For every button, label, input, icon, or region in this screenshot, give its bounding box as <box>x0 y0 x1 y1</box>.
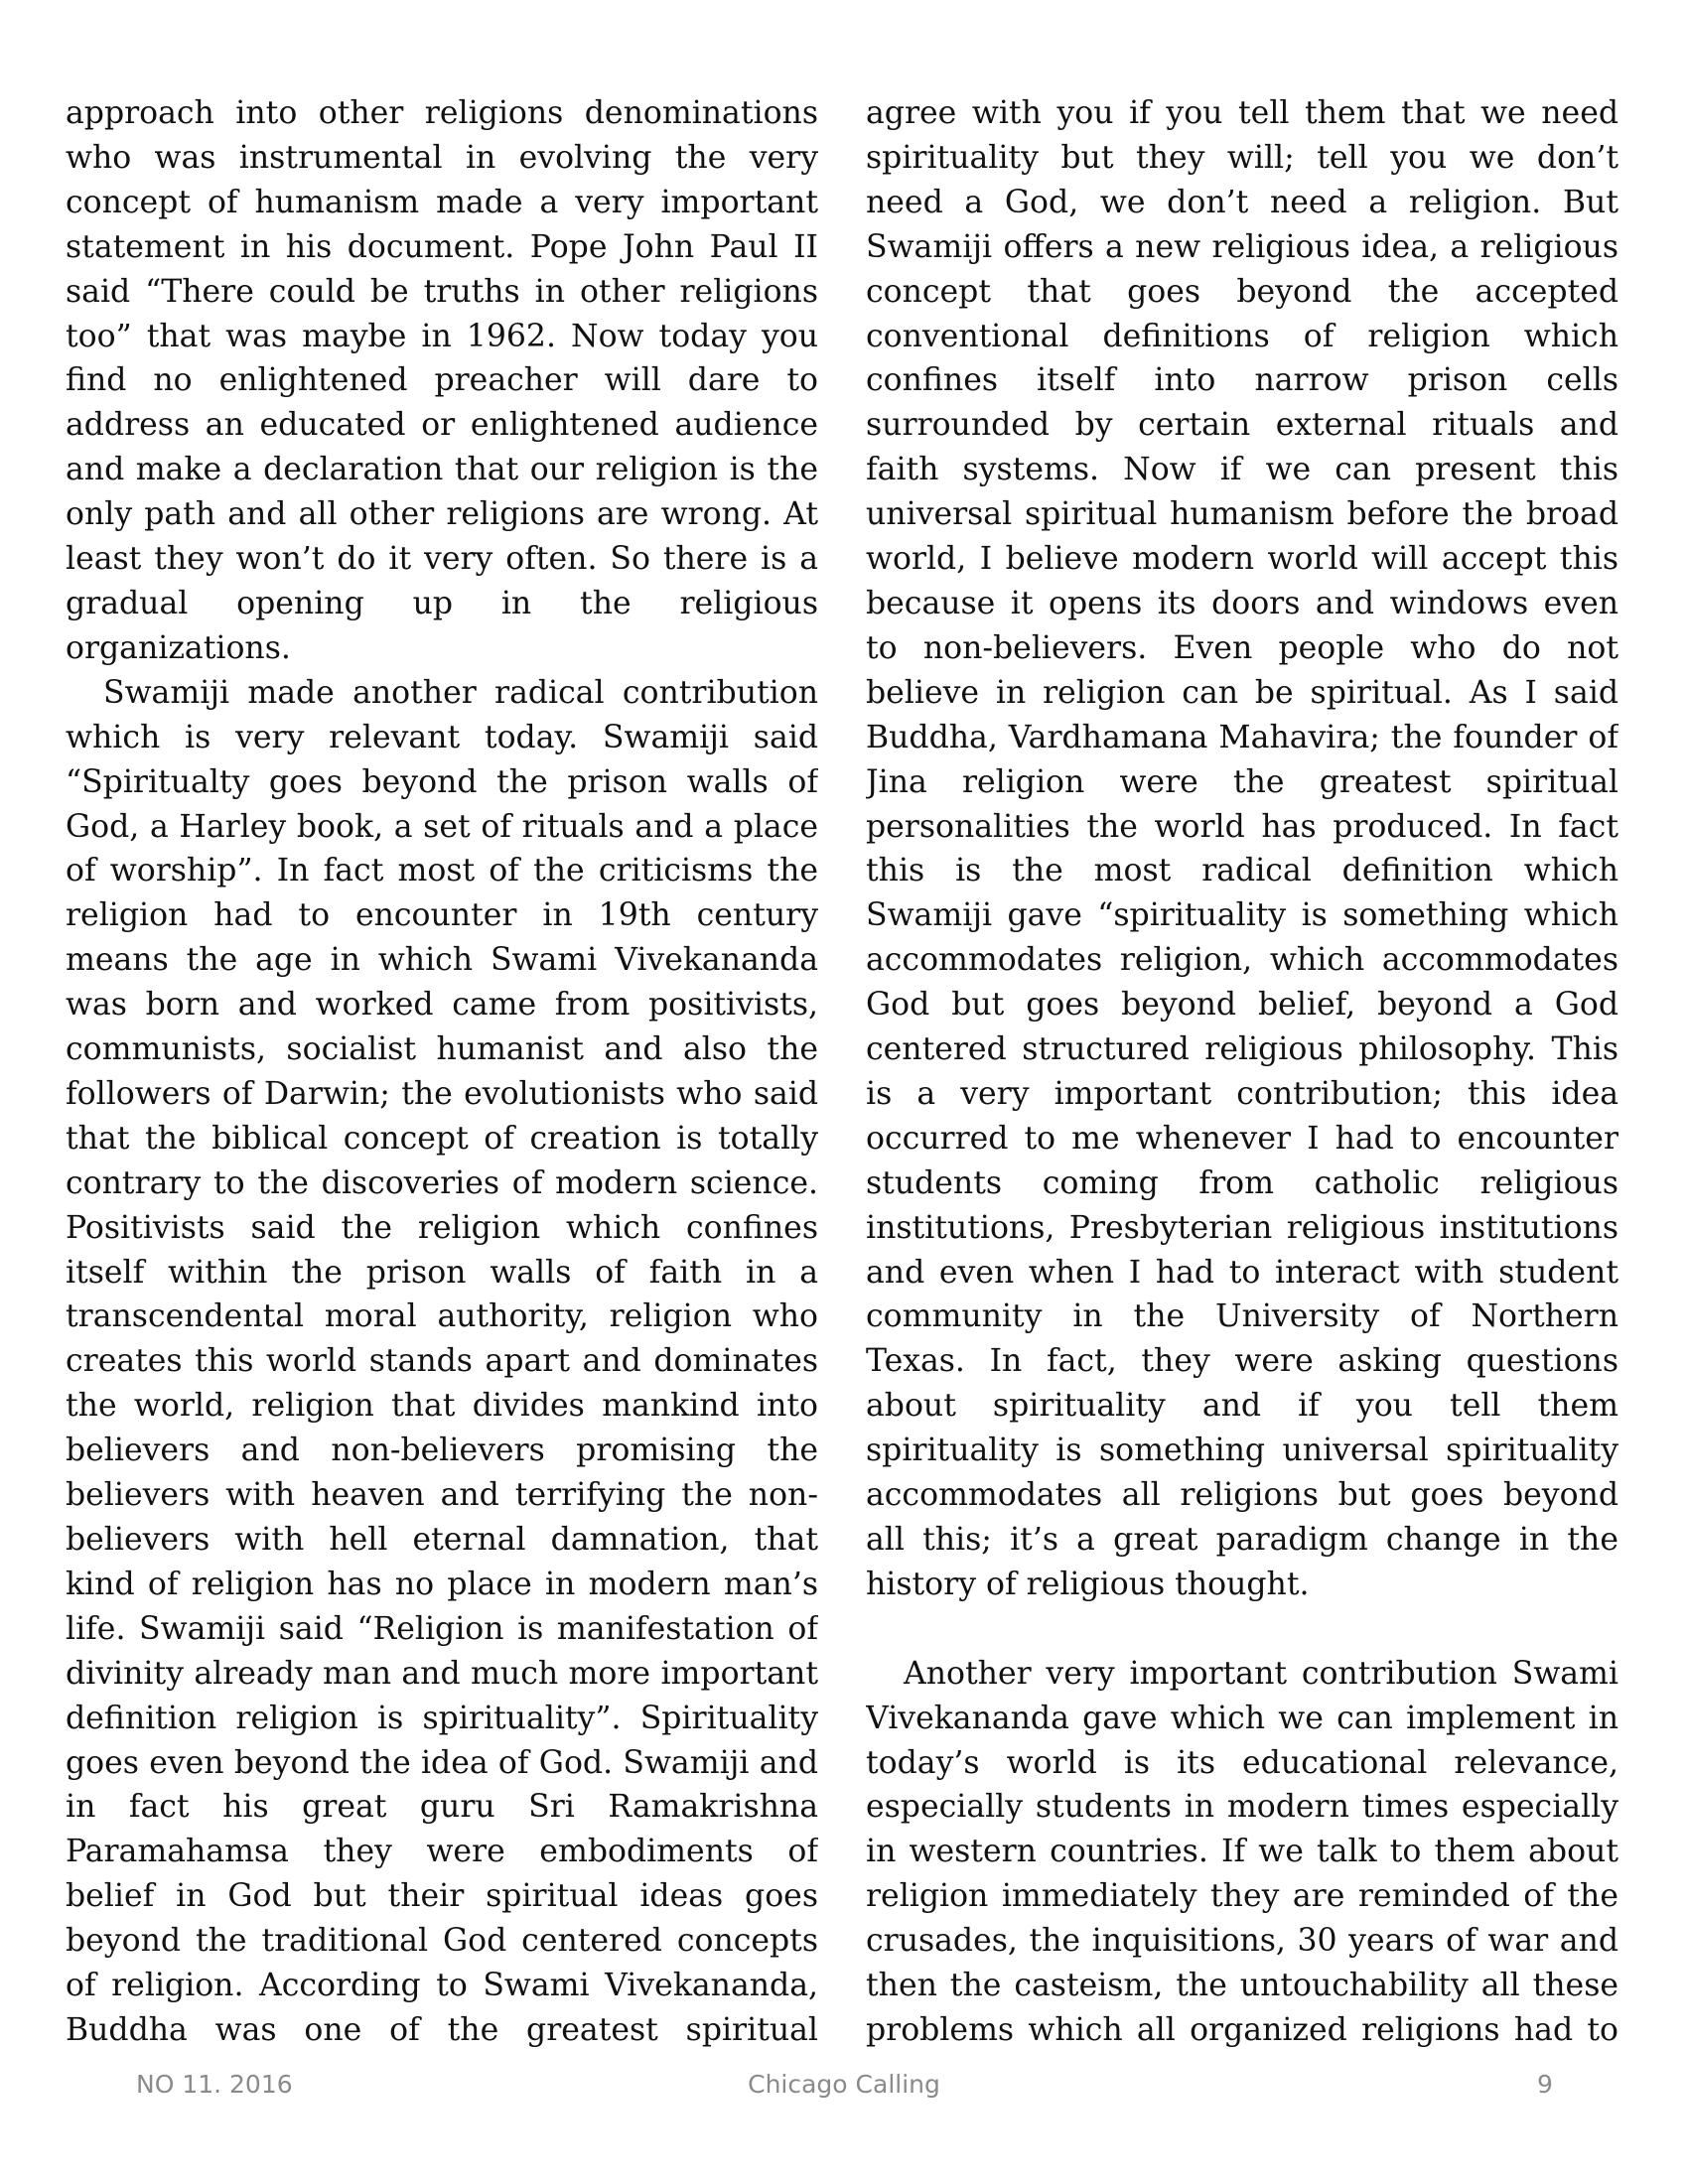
footer-page-number: 9 <box>1537 2070 1553 2099</box>
paragraph-educational-relevance: Another very important contribution Swami Vivekananda gave which we can implement in today’s world is its educational relevance, especially students in modern times especially in western countries. If we talk to them about religion immediately they are reminded of the crusades, the inquisitions, 30 years of war and then the casteism, the untouchability all these problems which all organized religions had to <box>866 1655 1618 2047</box>
paragraph-continuation: approach into other religions denominations who was instrumental in evolving the very concept of humanism made a very important statement in his document. Pope John Paul II said “There could be truths in other religions too” that was maybe in 1962. Now today you find no enlightened preacher will dare to address an educated or enlightened audience and make a declaration that our religion is the only path and all other religions are wrong. At least they won’t do it very often. So there is a gradual opening up in the religious organizations. <box>66 95 818 666</box>
paragraph-radical-contribution: Swamiji made another radical contribution which is very relevant today. Swamiji said “Spiritualty goes beyond the prison walls of God, a Harley book, a set of rituals and a place of worship”. In fact most of the criticisms the religion had to encounter in 19th century means the age in which Swami Vivekananda was born and worked came from positivists, communists, socialist humanist and also the followers of Darwin; the evolutionists who said that the biblical concept of creation is totally contrary to the discoveries of modern science. Positivists said the religion which confines itself within the prison walls of faith in a transcendental moral authority, religion who creates this world stands apart and dominates the world, religion that divides mankind into believers and non-believers promising the believers with heaven and terrifying the non-believers with hell eternal damnation, that kind of religion has no place in modern man’s life. Swamiji said “Religion is manifestation of divinity already man and much more important definition religion is spirituality”. Spirituality goes even beyond the idea of God. Swamiji and in fact his great guru Sri Ramakrishna Paramahamsa they were embodiments of belief in God but their spiritual ideas goes beyond the traditional God centered concepts of religion. According to Swami Vivekananda, Buddha was one of the greatest spiritual <box>66 674 818 2047</box>
right-text-column <box>866 91 1618 2047</box>
left-text-column <box>66 91 818 2047</box>
page-footer <box>0 2070 1688 2110</box>
footer-issue-number: NO 11. 2016 <box>136 2070 293 2099</box>
footer-magazine-title: Chicago Calling <box>748 2070 940 2099</box>
paragraph-spiritual-humanism: agree with you if you tell them that we need spirituality but they will; tell you we don’t need a God, we don’t need a religion. But Swamiji offers a new religious idea, a religious concept that goes beyond the accepted conventional definitions of religion which confines itself into narrow prison cells surrounded by certain external rituals and faith systems. Now if we can present this universal spiritual humanism before the broad world, I believe modern world will accept this because it opens its doors and windows even to non-believers. Even people who do not believe in religion can be spiritual. As I said Buddha, Vardhamana Mahavira; the founder of Jina religion were the greatest spiritual personalities the world has produced. In fact this is the most radical definition which Swamiji gave “spirituality is something which accommodates religion, which accommodates God but goes beyond belief, beyond a God centered structured religious philosophy. This is a very important contribution; this idea occurred to me whenever I had to encounter students coming from catholic religious institutions, Presbyterian religious institutions and even when I had to interact with student community in the University of Northern Texas. In fact, they were asking questions about spirituality and if you tell them spirituality is something universal spirituality accommodates all religions but goes beyond all this; it’s a great paradigm change in the history of religious thought. <box>866 95 1618 1602</box>
